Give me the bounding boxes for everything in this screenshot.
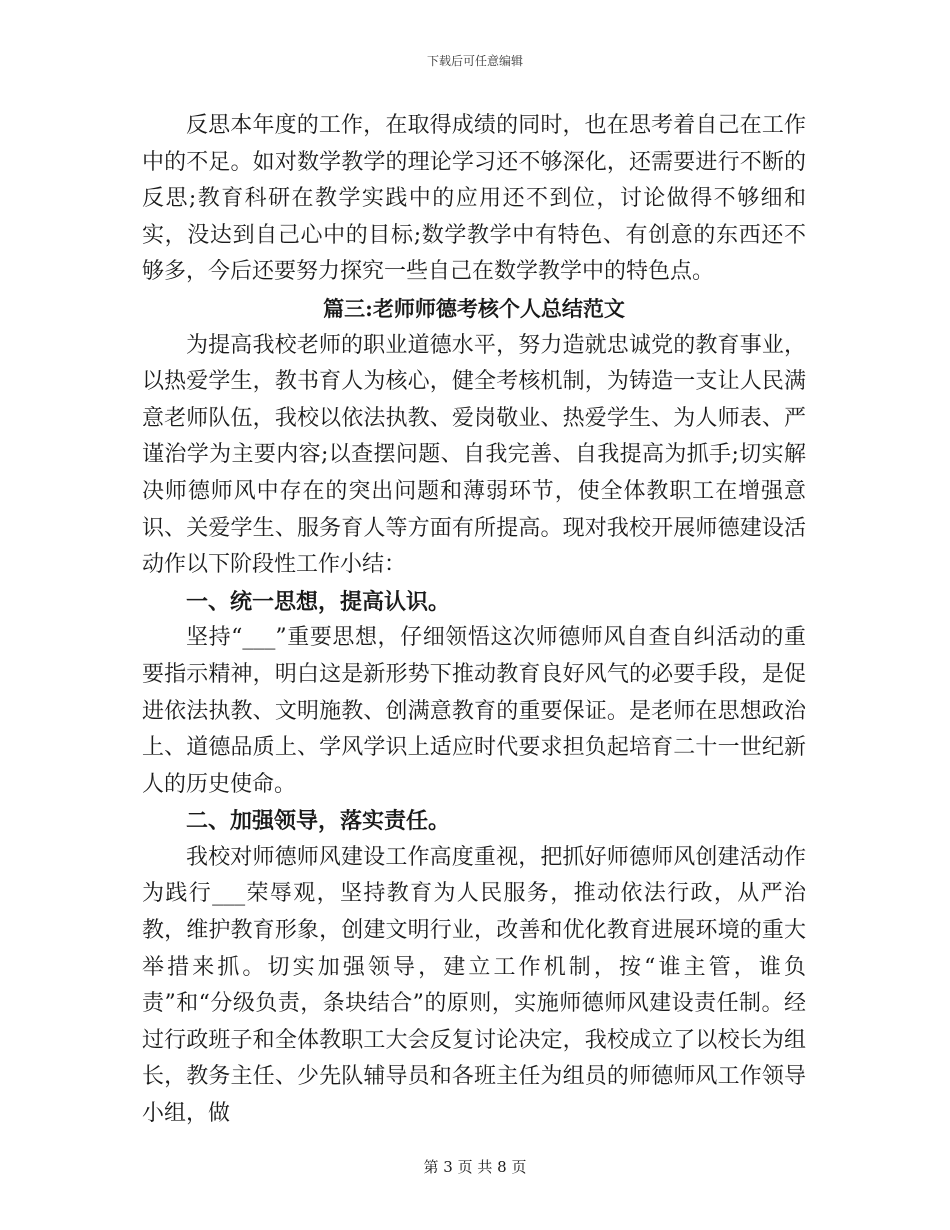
heading-1: 一、统一思想，提高认识。 (186, 588, 451, 615)
paragraph-3: 我校对师德师风建设工作高度重视，把抓好师德师风创建活动作为践行___荣辱观，坚持教育为人民服务，推动依法行政，从严治教，维护教育形象，创建文明行业，改善和优化教育进展环境的重大举措来抓。切实加强领导，建立工作机制，按“谁主管，谁负责”和“分级负责，条块结合”的原则，实施师德师风建设责任制。经过行政班子和全体教职工大会反复讨论决定，我校成立了以校长为组长，教务主任、少先队辅导员和各班主任为组员的师德师风工作领导小组，做 (142, 844, 806, 1127)
heading-2: 二、加强领导，落实责任。 (186, 808, 451, 835)
page-footer: 第 3 页 共 8 页 (423, 1158, 527, 1176)
intro-paragraph: 反思本年度的工作，在取得成绩的同时，也在思考着自己在工作中的不足。如对数学教学的理论学习还不够深化，还需要进行不断的反思;教育科研在教学实践中的应用还不到位，讨论做得不够细和实，没达到自己心中的目标;数学教学中有特色、有创意的东西还不够多，今后还要努力探究一些自己在数学教学中的特色点。 (142, 113, 806, 285)
paragraph-1: 为提高我校老师的职业道德水平，努力造就忠诚党的教育事业，以热爱学生，教书育人为核心，健全考核机制，为铸造一支让人民满意老师队伍，我校以依法执教、爱岗敬业、热爱学生、为人师表、严谨治学为主要内容;以查摆问题、自我完善、自我提高为抓手;切实解决师德师风中存在的突出问题和薄弱环节，使全体教职工在增强意识、关爱学生、服务育人等方面有所提高。现对我校开展师德建设活动作以下阶段性工作小结： (142, 332, 806, 578)
page-header: 下载后可任意编辑 (426, 54, 523, 68)
document-body (142, 108, 806, 1133)
section-title: 篇三:老师师德考核个人总结范文 (323, 295, 625, 321)
paragraph-2: 坚持“___”重要思想，仔细领悟这次师德师风自查自纠活动的重要指示精神，明白这是新形势下推动教育良好风气的必要手段，是促进依法执教、文明施教、创满意教育的重要保证。是老师在思想政治上、道德品质上、学风学识上适应时代要求担负起培育二十一世纪新人的历史使命。 (142, 625, 806, 797)
